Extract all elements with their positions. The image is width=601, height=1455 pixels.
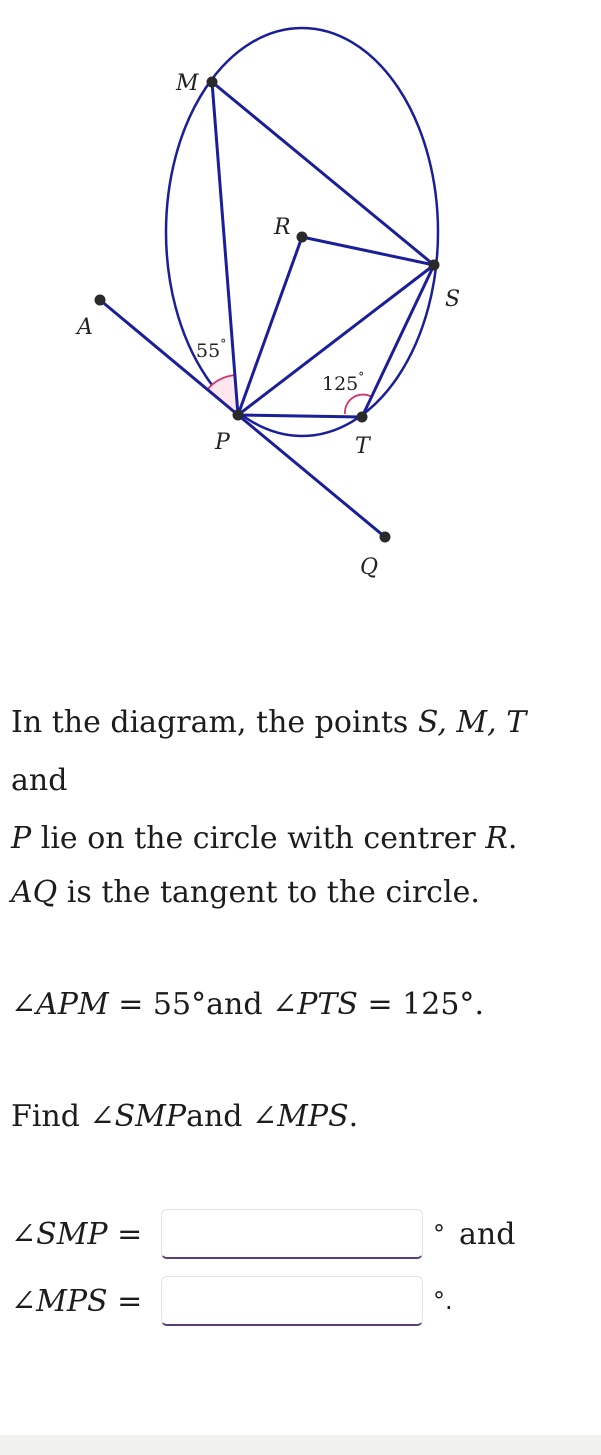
point-s — [429, 260, 440, 271]
line-pr — [238, 237, 302, 415]
label-q: Q — [360, 555, 379, 580]
question-given: ∠APM = 55°and ∠PTS = 125°. — [11, 987, 484, 1022]
smp-and-text: and — [459, 1216, 516, 1252]
mps-label: ∠MPS = — [11, 1283, 143, 1319]
angle-apm-label: 55° — [196, 337, 227, 362]
point-t — [357, 412, 368, 423]
answer-row-mps — [11, 1273, 453, 1329]
label-a: A — [77, 315, 93, 340]
mps-degree-symbol: °. — [433, 1287, 453, 1315]
smp-label: ∠SMP = — [11, 1216, 143, 1252]
label-s: S — [445, 287, 461, 312]
answer-row-smp — [11, 1206, 515, 1262]
mps-answer-input[interactable] — [161, 1276, 423, 1326]
line-ms — [212, 82, 434, 265]
smp-answer-input[interactable] — [161, 1209, 423, 1259]
question-tangent: AQ is the tangent to the circle. — [11, 875, 480, 910]
angle-apm-marker — [207, 375, 238, 415]
label-r: R — [274, 215, 291, 240]
line-pm — [212, 82, 238, 415]
point-r — [297, 232, 308, 243]
question-intro: In the diagram, the points S, M, T and P lie on the circle with centrer R. — [11, 705, 527, 856]
label-p: P — [215, 430, 230, 455]
angle-pts-label: 125° — [322, 370, 365, 395]
question-find: Find ∠SMPand ∠MPS. — [11, 1099, 359, 1134]
label-m: M — [176, 71, 199, 96]
line-pt — [238, 415, 362, 417]
point-m — [207, 77, 218, 88]
line-ts — [362, 265, 434, 417]
label-t: T — [355, 434, 370, 459]
smp-degree-symbol: ° — [433, 1220, 445, 1248]
line-rs — [302, 237, 434, 265]
circle-theorem-diagram — [0, 0, 601, 600]
point-q — [380, 532, 391, 543]
footer-bar — [0, 1435, 601, 1455]
point-p — [233, 410, 244, 421]
point-a — [95, 295, 106, 306]
